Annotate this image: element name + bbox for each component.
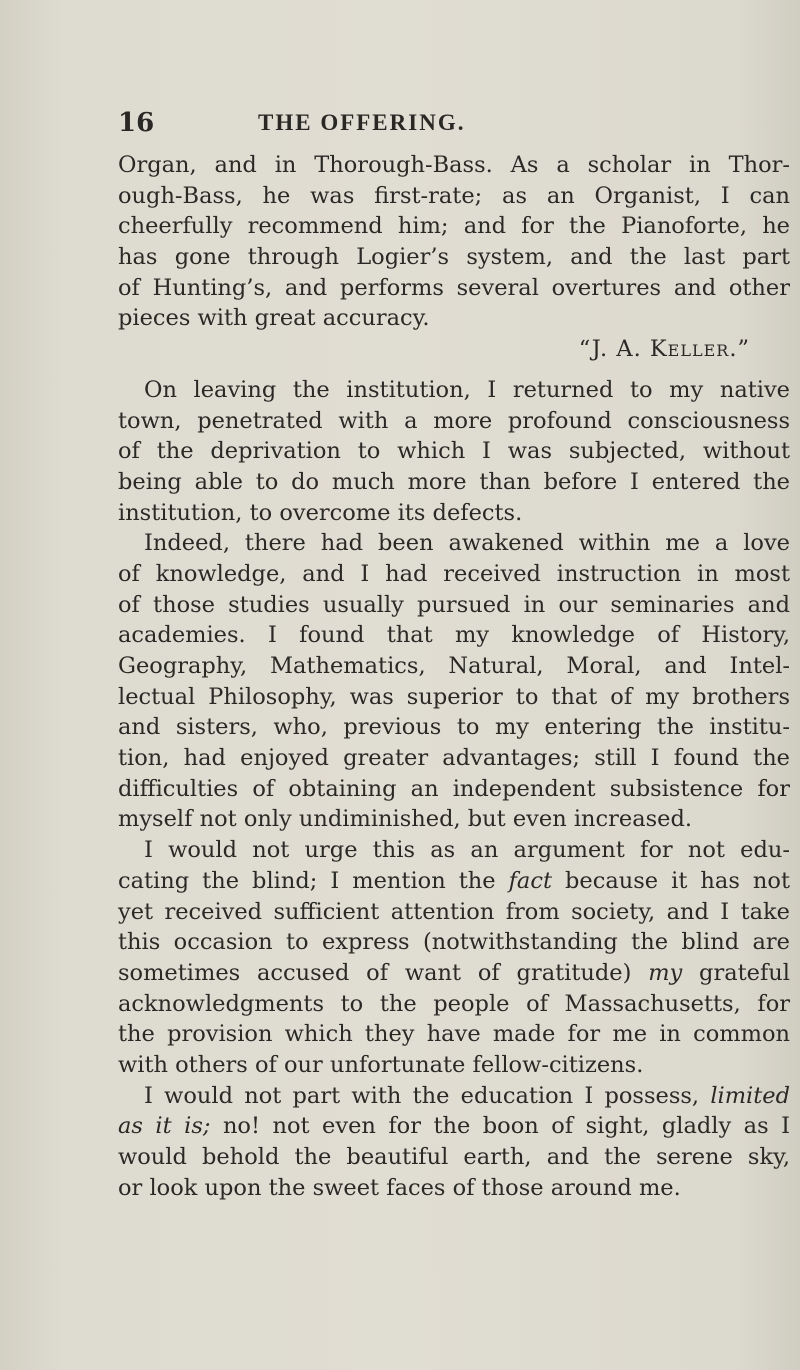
text-line: and sisters, who, previous to my entering the institu- (118, 714, 790, 741)
text-line: I would not urge this as an argument for not edu- (144, 837, 790, 864)
italic-emphasis: limited (710, 1082, 790, 1109)
text-line: would behold the beautiful earth, and the serene sky, (118, 1144, 790, 1170)
text-line: myself not only undiminished, but even increased. (118, 806, 693, 833)
body-text (118, 150, 790, 1203)
paragraph-gap (118, 365, 790, 375)
text-line: of the deprivation to which I was subjected, without (118, 438, 790, 465)
letter-ending (118, 150, 790, 365)
text-line: cheerfully recommend him; and for the Pianoforte, he (118, 213, 790, 240)
italic-emphasis: as it is; (118, 1113, 211, 1140)
italic-emphasis: my (648, 959, 683, 986)
text-line: of Hunting’s, and performs several overtures and other (118, 274, 790, 301)
text-line: difficulties of obtaining an independent subsistence for (118, 775, 790, 802)
text-line: being able to do much more than before I entered the (118, 468, 790, 495)
text-line: of those studies usually pursued in our seminaries and (118, 591, 790, 618)
text-line: tion, had enjoyed greater advantages; still I found the (118, 745, 790, 772)
text-line: or look upon the sweet faces of those around me. (118, 1174, 681, 1201)
paragraph-love-of-knowledge (118, 528, 790, 835)
text-line: Geography, Mathematics, Natural, Moral, and Intel- (118, 653, 790, 679)
text-line (118, 866, 790, 897)
text-segment: I would not part with the education I possess, (144, 1082, 711, 1109)
text-line: institution, to overcome its defects. (118, 499, 523, 526)
text-line: town, penetrated with a more profound consciousness (118, 407, 790, 434)
signature-text: “J. A. Keller.” (578, 336, 750, 363)
text-line: On leaving the institution, I returned to my native (144, 376, 790, 403)
text-line: acknowledgments to the people of Massachusetts, for (118, 990, 790, 1017)
text-line: ough-Bass, he was first-rate; as an Organist, I can (118, 182, 790, 209)
text-line (118, 958, 790, 989)
text-line: the provision which they have made for me in common (118, 1021, 790, 1048)
italic-emphasis: fact (508, 867, 552, 894)
page-header (118, 108, 678, 148)
text-line (118, 1111, 790, 1142)
text-line: Indeed, there had been awakened within me a love (144, 530, 790, 557)
paragraph-education (118, 1081, 790, 1204)
text-segment: grateful (682, 959, 790, 986)
text-line: pieces with great accuracy. (118, 305, 430, 332)
paragraph-gratitude (118, 835, 790, 1081)
text-line: lectual Philosophy, was superior to that of my brothers (118, 683, 790, 710)
text-segment: because it has not (552, 867, 790, 894)
text-line: this occasion to express (notwithstanding the blind are (118, 929, 790, 956)
letter-signature (118, 334, 790, 365)
text-line: with others of our unfortunate fellow-citizens. (118, 1051, 644, 1078)
text-segment: no! not even for the boon of sight, gladly as I (210, 1113, 790, 1140)
text-line: academies. I found that my knowledge of History, (118, 622, 790, 649)
text-line: yet received sufficient attention from society, and I take (118, 898, 790, 925)
text-segment: cating the blind; I mention the (118, 867, 509, 894)
text-line: of knowledge, and I had received instruction in most (118, 560, 790, 587)
text-line: has gone through Logier’s system, and the last part (118, 244, 790, 271)
page-number: 16 (118, 108, 155, 138)
text-segment: sometimes accused of want of gratitude) (118, 959, 649, 986)
text-line: Organ, and in Thorough-Bass. As a scholar in Thor- (118, 152, 790, 178)
text-line (118, 1081, 790, 1112)
running-title: THE OFFERING. (258, 110, 466, 135)
paragraph-leaving-institution (118, 375, 790, 528)
